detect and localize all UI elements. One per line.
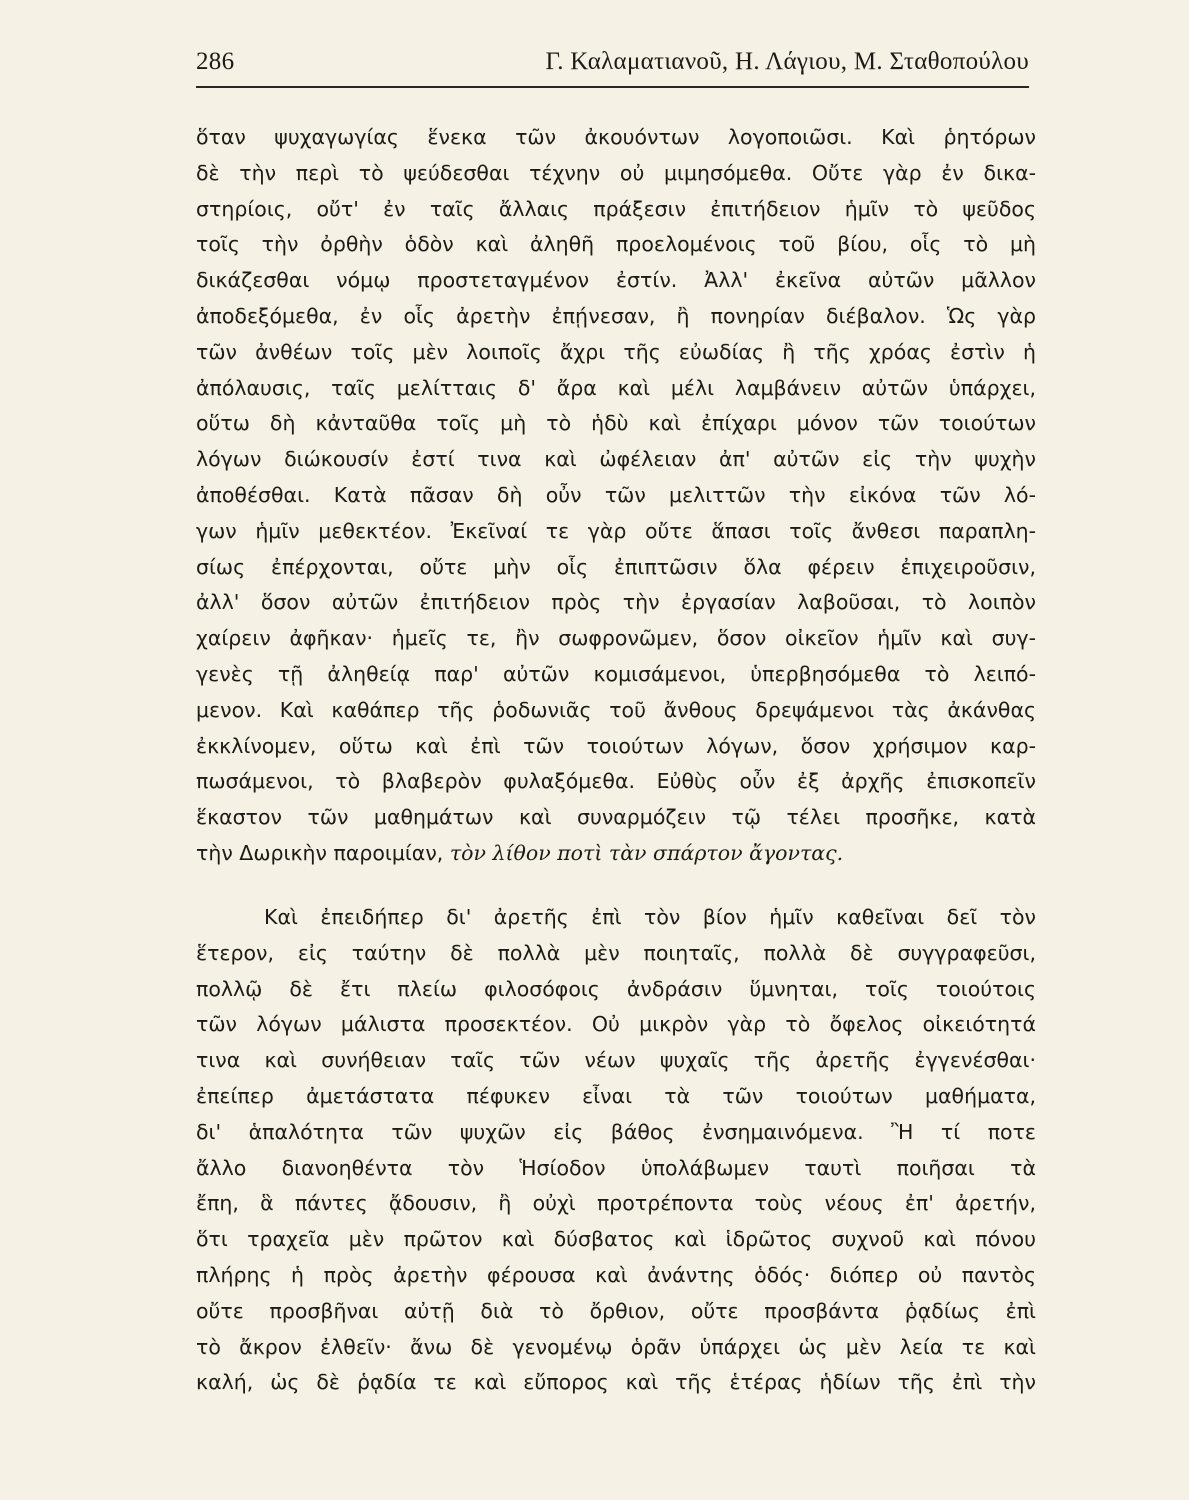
page-number: 286 <box>196 48 235 75</box>
text-line: στηρίοις, οὔτ' ἐν ταῖς ἄλλαις πράξεσιν ἐπιτήδειον ἡμῖν τὸ ψεῦδος <box>196 196 1036 221</box>
text-line: ὅτι τραχεῖα μὲν πρῶτον καὶ δύσβατος καὶ ἱδρῶτος συχνοῦ καὶ πόνου <box>196 1227 1036 1252</box>
text-line-first: Καὶ ἐπειδήπερ δι' ἀρετῆς ἐπὶ τὸν βίον ἡμῖν καθεῖναι δεῖ τὸν <box>264 905 1036 929</box>
text-line: τινα καὶ συνήθειαν ταῖς τῶν νέων ψυχαῖς τῆς ἀρετῆς ἐγγενέσθαι· <box>196 1048 1036 1073</box>
paragraph-1 <box>196 120 1036 872</box>
running-head <box>196 44 1029 84</box>
text-line: ἄλλο διανοηθέντα τὸν Ἡσίοδον ὑπολάβωμεν ταυτὶ ποιῆσαι τὰ <box>196 1155 1036 1180</box>
text-line: γων ἡμῖν μεθεκτέον. Ἐκεῖναί τε γὰρ οὔτε ἅπασι τοῖς ἄνθεσι παραπλη- <box>196 518 1036 543</box>
text-line: ἐκκλίνομεν, οὕτω καὶ ἐπὶ τῶν τοιούτων λόγων, ὅσον χρήσιμον καρ- <box>196 733 1036 758</box>
text-line: δι' ἁπαλότητα τῶν ψυχῶν εἰς βάθος ἐνσημαινόμενα. Ἢ τί ποτε <box>196 1119 1036 1144</box>
running-title: Γ. Καλαματιανοῦ, Η. Λάγιου, Μ. Σταθοπούλου <box>545 48 1029 75</box>
text-line: μενον. Καὶ καθάπερ τῆς ῥοδωνιᾶς τοῦ ἄνθους δρεψάμενοι τὰς ἀκάνθας <box>196 697 1036 722</box>
text-line: οὕτω δὴ κἀνταῦθα τοῖς μὴ τὸ ἡδὺ καὶ ἐπίχαρι μόνον τῶν τοιούτων <box>196 411 1036 436</box>
text-line: δικάζεσθαι νόμῳ προστεταγμένον ἐστίν. Ἀλλ' ἐκεῖνα αὐτῶν μᾶλλον <box>196 268 1036 293</box>
text-line: ἀποθέσθαι. Κατὰ πᾶσαν δὴ οὖν τῶν μελιττῶν τὴν εἰκόνα τῶν λό- <box>196 482 1036 507</box>
text-line: ἀπόλαυσις, ταῖς μελίτταις δ' ἄρα καὶ μέλι λαμβάνειν αὐτῶν ὑπάρχει, <box>196 375 1036 400</box>
text-line: ἀλλ' ὅσον αὐτῶν ἐπιτήδειον πρὸς τὴν ἐργασίαν λαβοῦσαι, τὸ λοιπὸν <box>196 590 1036 615</box>
text-line: καλή, ὡς δὲ ῥᾳδία τε καὶ εὔπορος καὶ τῆς ἑτέρας ἡδίων τῆς ἐπὶ τὴν <box>196 1370 1036 1395</box>
text-line: ἔπη, ἃ πάντες ᾄδουσιν, ἢ οὐχὶ προτρέποντα τοὺς νέους ἐπ' ἀρετήν, <box>196 1191 1036 1216</box>
text-line: οὔτε προσβῆναι αὐτῇ διὰ τὸ ὄρθιον, οὔτε προσβάντα ῥᾳδίως ἐπὶ <box>196 1298 1036 1323</box>
text-line: λόγων διώκουσίν ἐστί τινα καὶ ὠφέλειαν ἀπ' αὐτῶν εἰς τὴν ψυχὴν <box>196 447 1036 472</box>
text-line: σίως ἐπέρχονται, οὔτε μὴν οἷς ἐπιπτῶσιν ὅλα φέρειν ἐπιχειροῦσιν, <box>196 554 1036 579</box>
text-line-final <box>196 836 1036 872</box>
text-line: τοῖς τὴν ὀρθὴν ὁδὸν καὶ ἀληθῆ προελομένοις τοῦ βίου, οἷς τὸ μὴ <box>196 232 1036 257</box>
text-line: ἐπείπερ ἀμετάστατα πέφυκεν εἶναι τὰ τῶν τοιούτων μαθήματα, <box>196 1083 1036 1108</box>
text-line: τῶν λόγων μάλιστα προσεκτέον. Οὐ μικρὸν γὰρ τὸ ὄφελος οἰκειότητά <box>196 1012 1036 1037</box>
paragraph-2 <box>196 900 1036 1401</box>
text-line: δὲ τὴν περὶ τὸ ψεύδεσθαι τέχνην οὐ μιμησόμεθα. Οὔτε γὰρ ἐν δικα- <box>196 160 1036 185</box>
text-line: τῶν ἀνθέων τοῖς μὲν λοιποῖς ἄχρι τῆς εὐωδίας ἢ τῆς χρόας ἐστὶν ἡ <box>196 339 1036 364</box>
text-line: πωσάμενοι, τὸ βλαβερὸν φυλαξόμεθα. Εὐθὺς οὖν ἐξ ἀρχῆς ἐπισκοπεῖν <box>196 769 1036 794</box>
text-line: ἕκαστον τῶν μαθημάτων καὶ συναρμόζειν τῷ τέλει προσῆκε, κατὰ <box>196 805 1036 830</box>
text-line: ἀποδεξόμεθα, ἐν οἷς ἀρετὴν ἐπῄνεσαν, ἢ πονηρίαν διέβαλον. Ὡς γὰρ <box>196 303 1036 328</box>
header-rule <box>196 86 1029 88</box>
text-line: χαίρειν ἀφῆκαν· ἡμεῖς τε, ἢν σωφρονῶμεν, ὅσον οἰκεῖον ἡμῖν καὶ συγ- <box>196 626 1036 651</box>
text-line: πλήρης ἡ πρὸς ἀρετὴν φέρουσα καὶ ἀνάντης ὁδός· διόπερ οὐ παντὸς <box>196 1262 1036 1287</box>
doric-proverb-quote: τὸν λίθον ποτὶ τὰν σπάρτον ἄγοντας. <box>449 840 844 865</box>
text-line: γενὲς τῇ ἀληθείᾳ παρ' αὐτῶν κομισάμενοι, ὑπερβησόμεθα τὸ λειπό- <box>196 661 1036 686</box>
text-line: τὸ ἄκρον ἐλθεῖν· ἄνω δὲ γενομένῳ ὁρᾶν ὑπάρχει ὡς μὲν λεία τε καὶ <box>196 1334 1036 1359</box>
text-line: πολλῷ δὲ ἔτι πλείω φιλοσόφοις ἀνδράσιν ὕμνηται, τοῖς τοιούτοις <box>196 976 1036 1001</box>
text-line: ἕτερον, εἰς ταύτην δὲ πολλὰ μὲν ποιηταῖς, πολλὰ δὲ συγγραφεῦσι, <box>196 940 1036 965</box>
text-line-final-prefix: τὴν Δωρικὴν παροιμίαν, <box>196 840 450 865</box>
text-line: ὅταν ψυχαγωγίας ἕνεκα τῶν ἀκουόντων λογοποιῶσι. Καὶ ῥητόρων <box>196 125 1036 149</box>
